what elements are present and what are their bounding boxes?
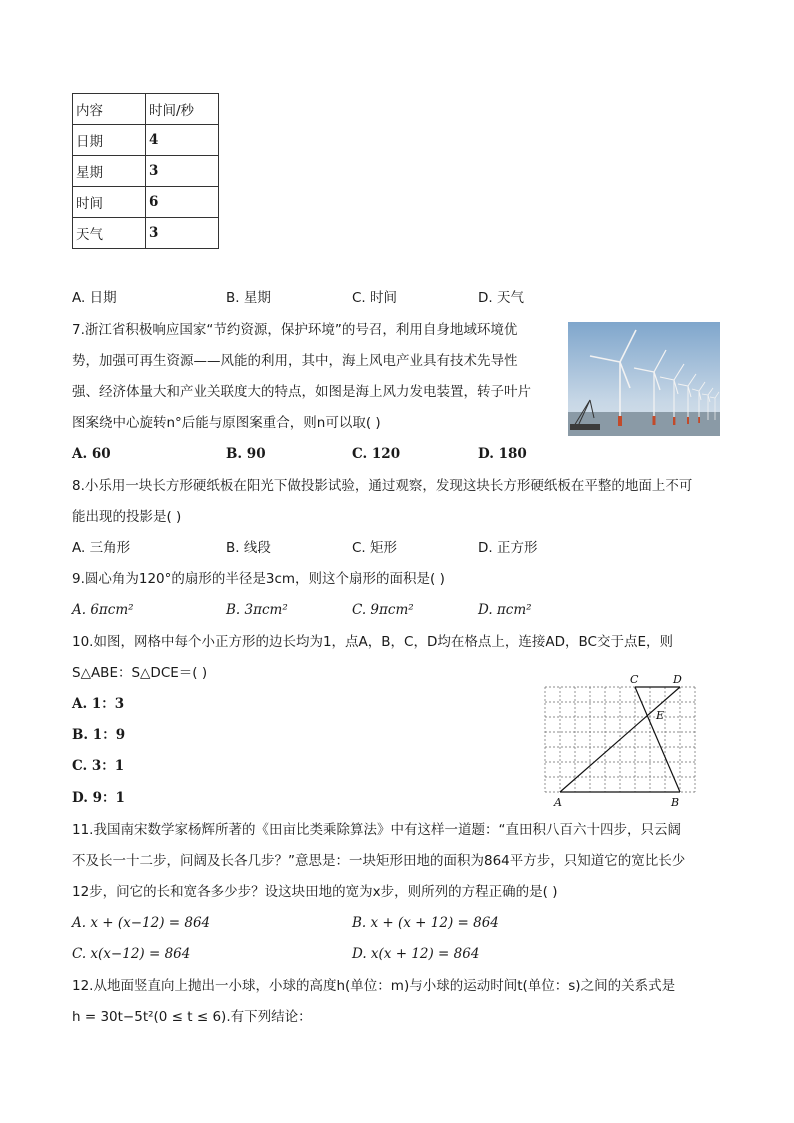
q11-option-a: A. x + (x−12) = 864 bbox=[72, 915, 211, 931]
q7-option-d: D. 180 bbox=[478, 446, 527, 462]
q6-option-a: A. 日期 bbox=[72, 290, 117, 306]
q10-option-a: A. 1：3 bbox=[72, 696, 125, 712]
table-header-row bbox=[73, 94, 219, 125]
q7-option-a: A. 60 bbox=[72, 446, 111, 462]
table-cell: 天气 bbox=[73, 218, 146, 249]
q9-text-line: 9.圆心角为120°的扇形的半径是3cm，则这个扇形的面积是( ) bbox=[72, 571, 445, 587]
point-e-label: E bbox=[656, 709, 665, 722]
table-header-cell: 时间/秒 bbox=[146, 94, 219, 125]
q8-option-d: D. 正方形 bbox=[478, 540, 538, 556]
q7-option-c: C. 120 bbox=[352, 446, 401, 462]
q8-text-line: 能出现的投影是( ) bbox=[72, 509, 182, 525]
point-b-label: B bbox=[671, 796, 680, 809]
info-table bbox=[72, 93, 219, 249]
grid-figure bbox=[540, 668, 710, 814]
table-row bbox=[73, 156, 219, 187]
q11-text-line: 不及长一十二步，问阔及长各几步？”意思是：一块矩形田地的面积为864平方步，只知道它的宽比长少 bbox=[72, 853, 686, 869]
q11-text-line: 12步，问它的长和宽各多少步？设这块田地的宽为x步，则所列的方程正确的是( ) bbox=[72, 884, 558, 900]
q7-text-line: 强、经济体量大和产业关联度大的特点，如图是海上风力发电装置，转子叶片 bbox=[72, 384, 531, 400]
q11-option-d: D. x(x + 12) = 864 bbox=[352, 946, 480, 962]
q7-text-line: 图案绕中心旋转n°后能与原图案重合，则n可以取( ) bbox=[72, 415, 381, 431]
table-row bbox=[73, 218, 219, 249]
q11-option-b: B. x + (x + 12) = 864 bbox=[352, 915, 499, 931]
point-c-label: C bbox=[630, 673, 639, 686]
q7-text-line: 7.浙江省积极响应国家“节约资源，保护环境”的号召，利用自身地域环境优 bbox=[72, 322, 518, 338]
q10-text-line: 10.如图，网格中每个小正方形的边长均为1，点A，B，C，D均在格点上，连接AD，BC交于点E，则 bbox=[72, 634, 673, 650]
q7-text-line: 势，加强可再生资源——风能的利用，其中，海上风电产业具有技术先导性 bbox=[72, 353, 518, 369]
q8-option-b: B. 线段 bbox=[226, 540, 271, 556]
q8-text-line: 8.小乐用一块长方形硬纸板在阳光下做投影试验，通过观察，发现这块长方形硬纸板在平整的地面上不可 bbox=[72, 478, 693, 494]
q10-option-b: B. 1：9 bbox=[72, 727, 126, 743]
q8-option-a: A. 三角形 bbox=[72, 540, 131, 556]
q10-option-d: D. 9：1 bbox=[72, 790, 125, 806]
point-d-label: D bbox=[673, 673, 682, 686]
segment-cb bbox=[635, 687, 680, 792]
table-cell: 3 bbox=[146, 156, 219, 187]
table-cell: 3 bbox=[146, 218, 219, 249]
q10-text-line: S△ABE：S△DCE＝( ) bbox=[72, 665, 208, 681]
q12-text-line: h = 30t−5t²(0 ≤ t ≤ 6).有下列结论： bbox=[72, 1009, 312, 1025]
q6-option-b: B. 星期 bbox=[226, 290, 271, 306]
q11-option-c: C. x(x−12) = 864 bbox=[72, 946, 191, 962]
table-cell: 星期 bbox=[73, 156, 146, 187]
table-row bbox=[73, 125, 219, 156]
q10-option-c: C. 3：1 bbox=[72, 758, 125, 774]
q6-option-c: C. 时间 bbox=[352, 290, 398, 306]
table-row bbox=[73, 187, 219, 218]
q9-option-b: B. 3πcm² bbox=[226, 602, 288, 618]
table-header-cell: 内容 bbox=[73, 94, 146, 125]
q11-text-line: 11.我国南宋数学家杨辉所著的《田亩比类乘除算法》中有这样一道题：“直田积八百六十四步，只云阔 bbox=[72, 822, 681, 838]
table-cell: 时间 bbox=[73, 187, 146, 218]
q9-option-a: A. 6πcm² bbox=[72, 602, 134, 618]
point-a-label: A bbox=[554, 796, 562, 809]
q9-option-d: D. πcm² bbox=[478, 602, 532, 618]
table-cell: 4 bbox=[146, 125, 219, 156]
q8-option-c: C. 矩形 bbox=[352, 540, 398, 556]
table-cell: 日期 bbox=[73, 125, 146, 156]
q7-option-b: B. 90 bbox=[226, 446, 266, 462]
table-cell: 6 bbox=[146, 187, 219, 218]
q9-option-c: C. 9πcm² bbox=[352, 602, 414, 618]
wind-turbine-photo bbox=[568, 322, 720, 436]
q6-option-d: D. 天气 bbox=[478, 290, 524, 306]
q12-text-line: 12.从地面竖直向上抛出一小球，小球的高度h(单位：m)与小球的运动时间t(单位：s)之间的关系式是 bbox=[72, 978, 676, 994]
